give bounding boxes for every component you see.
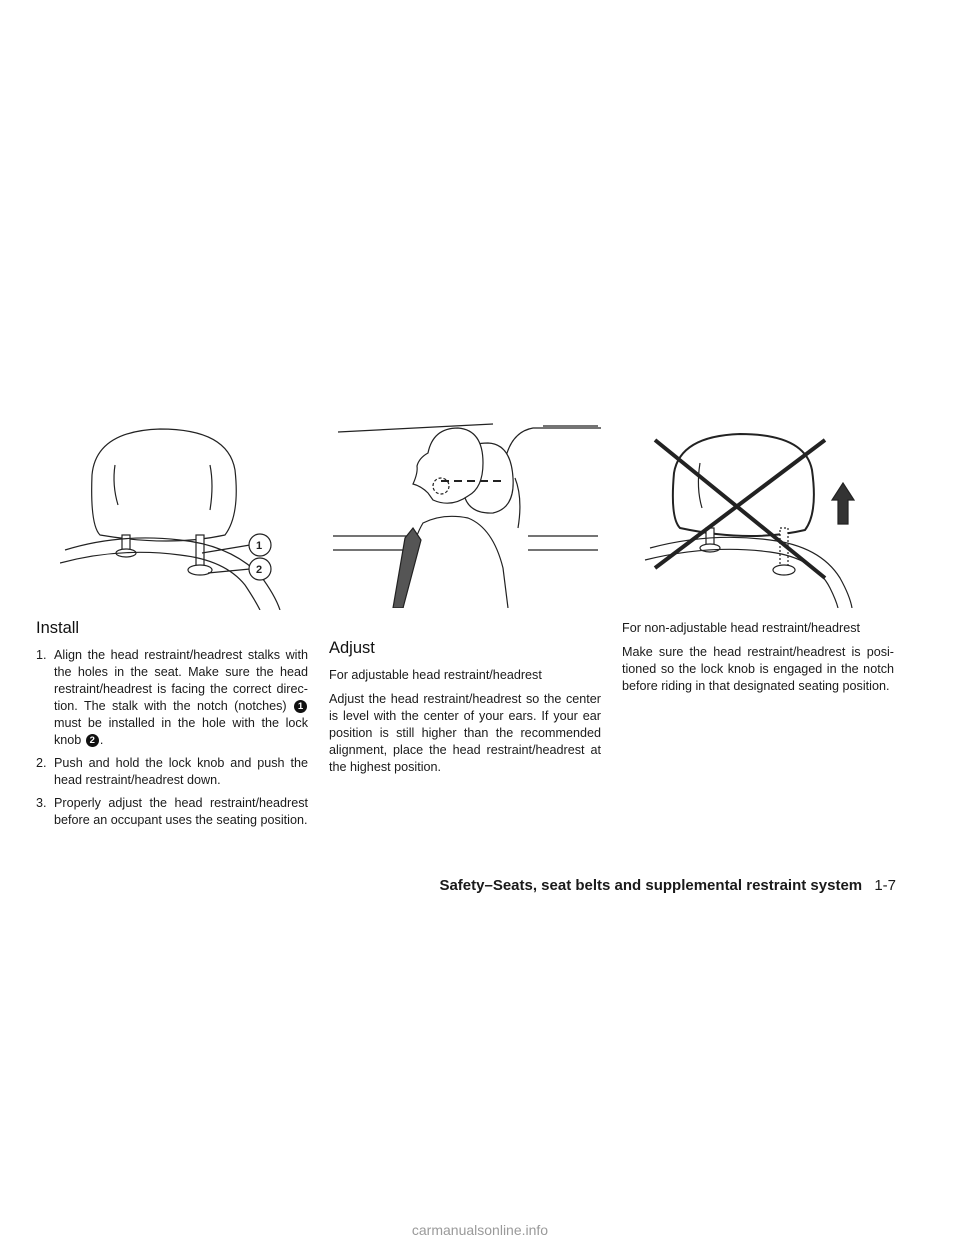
figure-headrest-install — [60, 415, 290, 610]
step-text: Align the head restraint/headrest stalks with the holes in the seat. Make sure the head restraint/headrest is facing the correct direc- tion. The stalk with the notch (notches) — [54, 648, 308, 713]
install-step-2 — [36, 755, 308, 789]
step-number: 3. — [36, 796, 47, 810]
callout-1-label: 1 — [256, 540, 263, 552]
step-text: Push and hold the lock knob and push the head restraint/headrest down. — [54, 756, 308, 787]
callout-2-label: 2 — [256, 564, 263, 576]
watermark[interactable]: carmanualsonline.info — [411, 1222, 549, 1238]
page-footer — [420, 877, 896, 894]
install-steps — [36, 647, 308, 829]
figure-adjust-alignment — [333, 418, 603, 608]
page-number: 1-7 — [874, 877, 896, 894]
nonadjustable-subheading: For non-adjustable head restraint/headrest — [622, 621, 861, 635]
step-text: must be installed in the hole with the lock knob — [54, 716, 308, 747]
person-head — [413, 428, 483, 503]
callout-1-ref: 1 — [294, 700, 307, 713]
nonadjustable-section — [622, 620, 894, 702]
step-number: 2. — [36, 756, 47, 770]
adjust-body: Adjust the head restraint/headrest so the center is level with the center of your ears. If your ear position is still higher than the recommended alignment, place the head restraint/headrest at the highest position. — [329, 692, 601, 774]
install-step-3 — [36, 795, 308, 829]
install-step-1 — [36, 647, 308, 749]
adjust-subheading: For adjustable head restraint/headrest — [329, 668, 542, 682]
figure-nonadjustable-warning — [640, 428, 870, 608]
tie — [393, 528, 421, 608]
nonadjustable-body: Make sure the head restraint/headrest is posi- tioned so the lock knob is engaged in the notch before riding in that designated seating position. — [622, 645, 894, 693]
callout-2-ref: 2 — [86, 734, 99, 747]
footer-section-title: Safety–Seats, seat belts and supplemental restraint system — [439, 877, 863, 894]
install-section — [36, 620, 308, 835]
rear-headrest — [503, 428, 601, 528]
up-arrow-icon — [832, 483, 854, 524]
step-number: 1. — [36, 648, 47, 662]
install-heading: Install — [36, 619, 80, 637]
adjust-section — [329, 640, 601, 783]
step-text: Properly adjust the head restraint/headrest before an occupant uses the seating position. — [54, 796, 308, 827]
headrest-cushion — [92, 429, 237, 541]
adjust-heading: Adjust — [329, 639, 375, 657]
step-text-end: . — [99, 733, 104, 747]
